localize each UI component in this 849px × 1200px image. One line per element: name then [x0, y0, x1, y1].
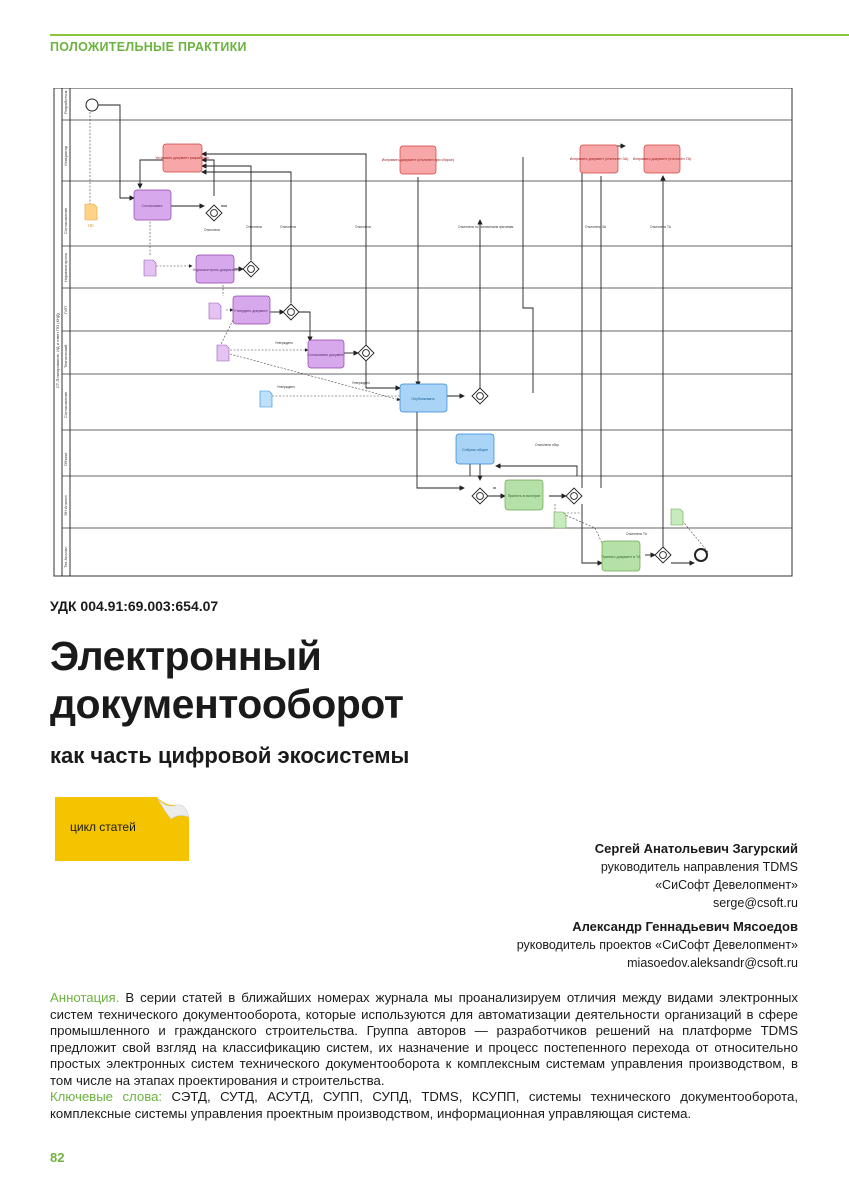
title-line-2: документооборот: [50, 681, 404, 727]
flow: [496, 466, 577, 476]
gateway: [472, 388, 488, 404]
flow: [202, 160, 214, 196]
task-fix-red: [633, 145, 691, 173]
author-block-1: [595, 840, 798, 912]
svg-text:Исправить документ (отклонен Т: Исправить документ (отклонен ТА): [632, 157, 692, 161]
task-sign-purple: [233, 296, 270, 324]
data-object: [217, 345, 229, 361]
svg-text:Принять документ в ТА: Принять документ в ТА: [601, 555, 641, 559]
keywords-text: СЭТД, СУТД, АСУТД, СУПП, СУПД, TDMS, КСУПП, системы технического документооборота, комплексные системы управления проектным производством, информационная управляющая система.: [50, 1089, 798, 1121]
flow-label: Отклонено: [246, 225, 263, 229]
data-object: [260, 391, 272, 407]
data-object: [554, 512, 566, 528]
task-fix-red: [382, 146, 454, 174]
task-agree-purple: [307, 340, 345, 368]
data-association: [680, 518, 708, 552]
data-object: [671, 509, 683, 525]
abstract-text: В серии статей в ближайших номерах журнала мы проанализируем отличия между видами электронных систем технического документооборота, которые используются для автоматизации деятельности организаций в сфере промышленного и гражданского строительства. Группа авторов — разработчиков решений на платформе TDMS предложит свой взгляд на классификацию систем, их назначение и процесс постепенного перехода от относительно простых электронных систем технического документооборота к комплексным системам управления производством, в том числе на этапах проектирования и строительства.: [50, 990, 798, 1088]
flow: [523, 157, 533, 393]
flow: [582, 504, 602, 563]
gateway: [655, 547, 671, 563]
data-object: [144, 260, 156, 276]
flow-label: Отклонено: [355, 225, 372, 229]
svg-text:Согласовать: Согласовать: [141, 204, 163, 208]
bpmn-diagram: [50, 88, 798, 578]
gateway: [283, 304, 299, 320]
author-email: serge@csoft.ru: [713, 896, 798, 910]
flow-label: Отклонено: [280, 225, 297, 229]
gateway: [243, 261, 259, 277]
author-name: Александр Геннадьевич Мясоедов: [572, 919, 798, 934]
data-object-draft: [85, 204, 97, 228]
gateway: [206, 205, 222, 221]
flow: [140, 160, 163, 188]
flow-label: Утверждено: [277, 385, 295, 389]
svg-text:Опубликовать: Опубликовать: [411, 397, 435, 401]
author-role: руководитель направления TDMS: [600, 860, 798, 874]
svg-text:ПП: ПП: [88, 224, 94, 228]
flow: [98, 105, 134, 198]
task-fix-red: [155, 144, 208, 172]
task-publish-blue: [400, 384, 447, 412]
header-rule: [50, 34, 849, 36]
flow-label: Утверждено: [275, 341, 293, 345]
svg-text:Исправить документ (отклонен п: Исправить документ (отклонен при сборке): [381, 158, 455, 162]
lane-label-3: Нормоконтроль: [63, 252, 68, 282]
author-name: Сергей Анатольевич Загурский: [594, 841, 798, 856]
gateway: [566, 488, 582, 504]
udk-code: УДК 004.91:69.003:654.07: [50, 598, 219, 614]
author-block-2: [517, 918, 798, 972]
svg-text:Собрать общее: Собрать общее: [461, 448, 489, 452]
data-association: [221, 320, 233, 344]
lane-label-9: Тех Аналил: [63, 546, 68, 568]
gateway: [472, 488, 488, 504]
lane-label-6: Согласование: [63, 391, 68, 418]
data-association: [555, 504, 580, 513]
lane-label-8: ЭН Аналил: [63, 495, 68, 516]
author-email: miasoedov.aleksandr@csoft.ru: [627, 956, 798, 970]
keywords-label: Ключевые слова:: [50, 1089, 163, 1104]
data-object: [209, 303, 221, 319]
gateway: [358, 345, 374, 361]
lane-label-7: Объект: [63, 452, 68, 466]
lane-label-4: ГИП: [63, 306, 68, 314]
flow: [299, 312, 310, 341]
task-approve-purple: [134, 190, 171, 220]
start-event: [86, 99, 98, 111]
lane-separators: [62, 120, 792, 528]
lane-label-2: Согласование: [63, 207, 68, 234]
abstract: [50, 990, 798, 1122]
flow-label: Отклонено ТА: [650, 225, 671, 229]
flow: [366, 361, 400, 388]
svg-text:Устранить документ разработки: Устранить документ разработки: [155, 156, 209, 160]
flow-label: Отклонено сбор: [535, 443, 559, 447]
section-title: ПОЛОЖИТЕЛЬНЫЕ ПРАКТИКИ: [50, 40, 247, 54]
series-sticker-label: цикл статей: [70, 820, 136, 834]
lane-label-5: Технический: [63, 344, 68, 368]
page-number: 82: [50, 1150, 65, 1165]
title-line-1: Электронный: [50, 633, 322, 679]
flow: [582, 146, 625, 488]
svg-text:Принять в эксплуат: Принять в эксплуат: [507, 494, 541, 498]
svg-text:Согласовать документ: Согласовать документ: [307, 353, 345, 357]
flow-label: Отклонено ЗА: [585, 225, 607, 229]
pool-label: СТ-Планирование, ИД и ответ ПО (КНД): [55, 313, 60, 388]
lane-label-0: Разработчик: [63, 90, 68, 114]
svg-text:Нормоконтроль документа: Нормоконтроль документа: [192, 268, 238, 272]
author-role: руководитель проектов «СиСофт Девелопмент»: [516, 938, 798, 952]
svg-text:Исправить документ (отклонен З: Исправить документ (отклонен ЗА): [569, 157, 629, 161]
svg-text:Утвердить документ: Утвердить документ: [234, 309, 268, 313]
task-accept-ta-green: [602, 541, 642, 571]
flow: [202, 172, 291, 303]
flow-label: Утверждено: [352, 381, 370, 385]
author-org: «СиСофт Девелопмент»: [655, 878, 798, 892]
abstract-label: Аннотация.: [50, 990, 120, 1005]
flow-label: Отклонено: [204, 228, 221, 232]
task-normcontrol-purple: [193, 255, 238, 283]
task-fix-red: [570, 145, 629, 173]
flow: [202, 154, 366, 345]
flow-label: Отклонено ТА: [626, 532, 647, 536]
article-title: [50, 632, 403, 728]
article-subtitle: как часть цифровой экосистемы: [50, 743, 410, 768]
lane-label-1: Инициатор: [63, 145, 68, 166]
flow-label: Отклонено по техническим причинам: [458, 225, 514, 229]
end-event: [695, 549, 707, 561]
task-collect-blue: [456, 434, 494, 464]
data-association: [563, 514, 602, 543]
task-accept-green: [505, 480, 543, 510]
